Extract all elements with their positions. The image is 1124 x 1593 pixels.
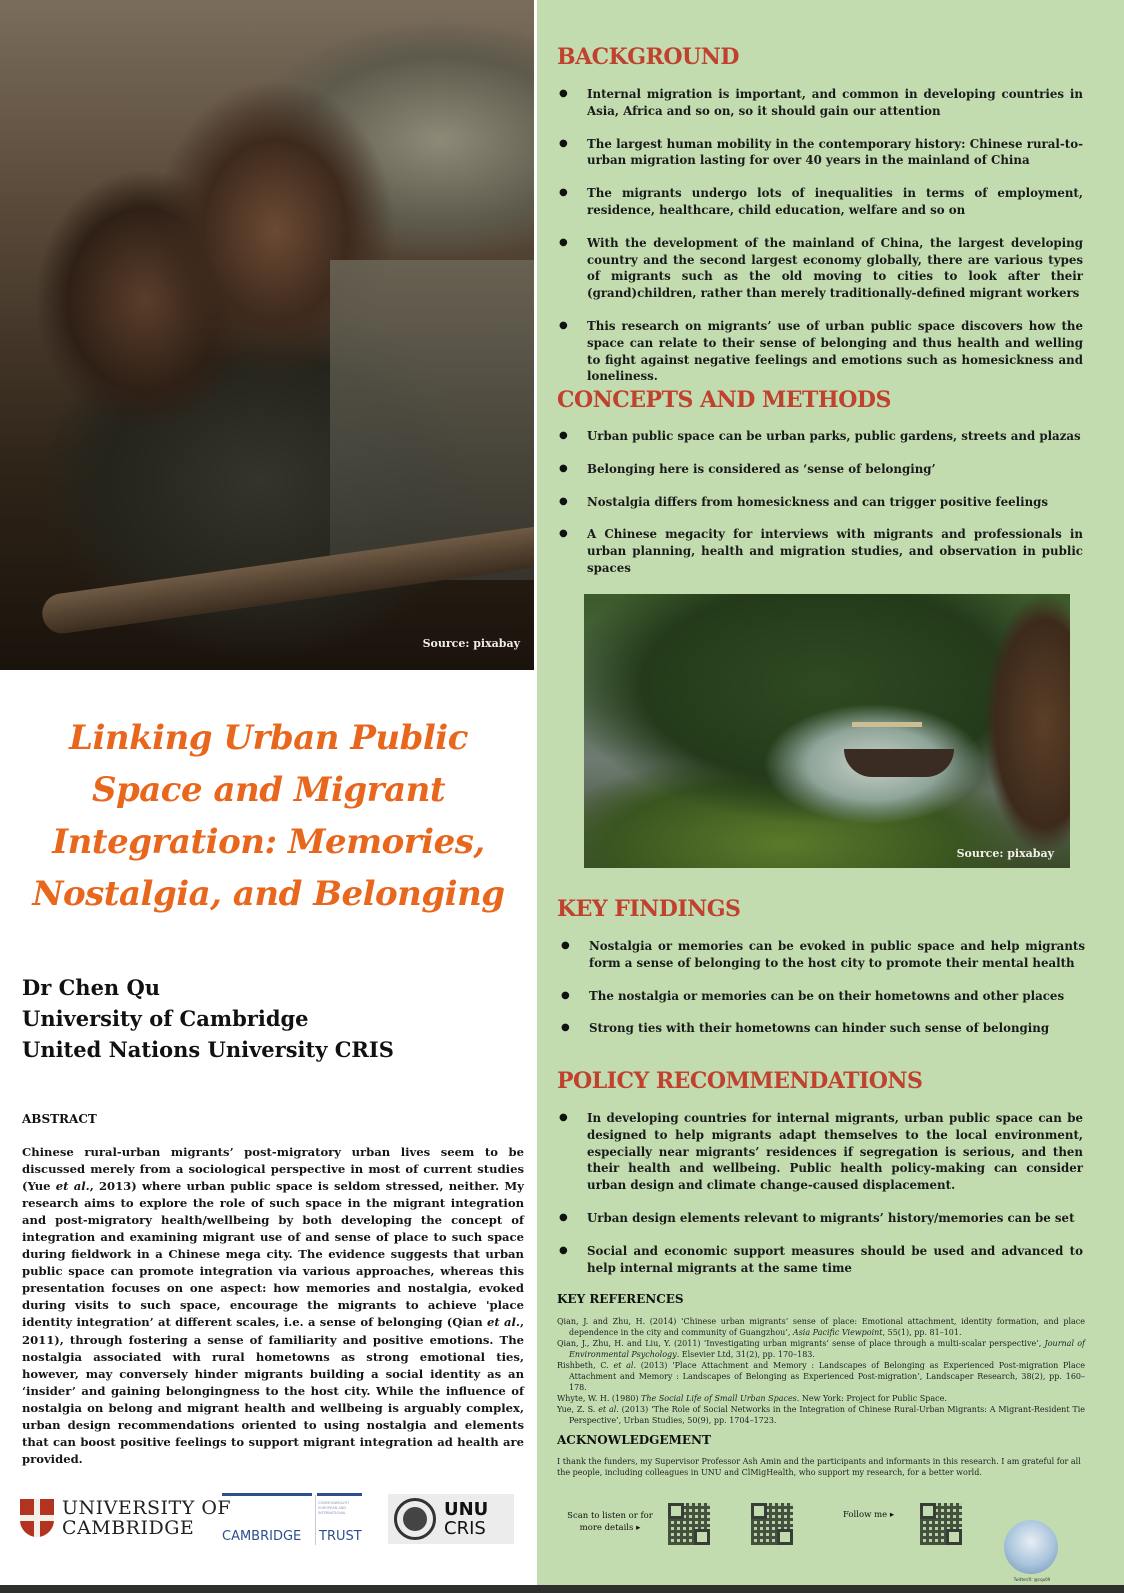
reference-item: Qian, J. and Zhu, H. (2014) ‘Chinese urban migrants’ sense of place: Emotional attachment, identity formation, and place dependence in the city and community of Guangzhou’, Asia Pacific Viewpoint, 55(1), pp. 81–101. (557, 1317, 1085, 1337)
unu-text: UNU (444, 1499, 489, 1520)
list-item: ● Nostalgia or memories can be evoked in public space and help migrants form a sense of belonging to the host city to promote their mental health (559, 938, 1085, 972)
list-item: ● In developing countries for internal migrants, urban public space can be designed to help migrants adapt themselves to the local environment, especially near migrants’ residences if segregation is serious, and then their health and wellbeing. Public health policy-making can consider urban design and climate change-caused displacement. (557, 1110, 1083, 1194)
right-panel (537, 0, 1124, 1585)
hero-image-migrants-boat (0, 0, 534, 670)
cambridge-shield-icon (20, 1499, 54, 1537)
author-affiliation: University of Cambridge (22, 1006, 309, 1031)
list-item: ● Urban design elements relevant to migrants’ history/memories can be set (557, 1210, 1083, 1227)
abstract-italic: et al. (486, 1315, 520, 1330)
cambridge-trust-logo (222, 1493, 362, 1548)
qr-code-details[interactable] (751, 1503, 793, 1545)
follow-label: Follow me ▸ (843, 1510, 895, 1520)
findings-list (559, 938, 1085, 1037)
trust-small-text: COMMONWEALTH EUROPEAN AND INTERNATIONAL (318, 1501, 349, 1515)
list-item: ● The nostalgia or memories can be on their hometowns and other places (559, 988, 1085, 1005)
background-list (557, 86, 1083, 385)
acknowledgement-heading: ACKNOWLEDGEMENT (557, 1433, 711, 1447)
scan-label: Scan to listen or for more details ▸ (567, 1511, 653, 1533)
list-item: ● Nostalgia differs from homesickness and can trigger positive feelings (557, 494, 1083, 511)
concepts-list (557, 428, 1083, 577)
abstract-italic: et al. (55, 1179, 90, 1194)
cambridge-logo-line: CAMBRIDGE (62, 1517, 195, 1539)
policy-heading: POLICY RECOMMENDATIONS (557, 1068, 923, 1094)
list-item: ● Urban public space can be urban parks, public gardens, streets and plazas (557, 428, 1083, 445)
logo-row (0, 1488, 537, 1558)
list-item: ● Internal migration is important, and common in developing countries in Asia, Africa and so on, so it should gain our attention (557, 86, 1083, 120)
reference-item: Rishbeth, C. et al. (2013) ‘Place Attachment and Memory : Landscapes of Belonging as Experienced Post-migration Place Attachment and Memory : Landscapes of Belonging as Experienced Post-migration’, Landscaper Research, 38(2), pp. 160–178. (557, 1361, 1085, 1392)
poster-title (6, 712, 531, 920)
abstract-part: , 2011), through fostering a sense of familiarity and positive emotions. The nostalgia associated with rural hometowns as strong emotional ties, however, may conversely hinder migrants building a social identity as an ‘insider’ and gaining belongingness to the host city. While the influence of nostalgia on belong and migrant health and wellbeing is arguably complex, urban design recommendations oriented to using nostalgia and elements that can boost positive feelings to support migrant integration ad health are provided. (22, 1315, 524, 1466)
title-line: Space and Migrant (91, 770, 446, 810)
park-boat (844, 749, 954, 777)
abstract-heading: ABSTRACT (22, 1112, 97, 1126)
list-item: ● The migrants undergo lots of inequalities in terms of employment, residence, healthcare, child education, welfare and so on (557, 185, 1083, 219)
unu-cris-logo (388, 1494, 514, 1544)
qr-code-listen[interactable] (668, 1503, 710, 1545)
author-avatar (1004, 1520, 1058, 1574)
trust-bar (317, 1493, 362, 1496)
acknowledgement-text: I thank the funders, my Supervisor Professor Ash Amin and the participants and informants in this research. I am grateful for all the people, including colleagues in UNU and ClMigHealth, who support my research, for a better world. (557, 1457, 1081, 1477)
trust-word-cambridge: CAMBRIDGE (222, 1529, 302, 1544)
author-block (22, 972, 394, 1065)
reference-item: Whyte, W. H. (1980) The Social Life of Small Urban Spaces. New York: Project for Public Space. (557, 1394, 947, 1403)
trust-word-trust: TRUST (319, 1529, 362, 1544)
concepts-heading: CONCEPTS AND METHODS (557, 387, 891, 413)
author-affiliation: United Nations University CRIS (22, 1037, 394, 1062)
list-item: ● A Chinese megacity for interviews with migrants and professionals in urban planning, health and migration studies, and observation in public spaces (557, 526, 1083, 576)
policy-list (557, 1110, 1083, 1276)
cambridge-logo-line: UNIVERSITY OF (62, 1497, 232, 1519)
park-image-caption: Source: pixabay (956, 847, 1054, 860)
references-heading: KEY REFERENCES (557, 1292, 684, 1306)
title-line: Integration: Memories, (52, 822, 485, 862)
reference-item: Qian, J., Zhu, H. and Liu, Y. (2011) ‘Investigating urban migrants’ sense of place through a multi-scalar perspective’, Journal of Environmental Psychology. Elsevier Ltd, 31(2), pp. 170–183. (557, 1339, 1085, 1359)
trust-bar (222, 1493, 312, 1496)
abstract-text (22, 1144, 524, 1468)
twitter-handle: Twitter/X: @cqu09 (1013, 1577, 1051, 1582)
list-item: ● The largest human mobility in the contemporary history: Chinese rural-to-urban migration lasting for over 40 years in the mainland of China (557, 136, 1083, 170)
left-column (0, 0, 537, 1585)
list-item: ● Strong ties with their hometowns can hinder such sense of belonging (559, 1020, 1085, 1037)
list-item: ● This research on migrants’ use of urban public space discovers how the space can relate to their sense of belonging and thus health and welling to fight against negative feelings and emotions such as homesickness and loneliness. (557, 318, 1083, 385)
list-item: ● Belonging here is considered as ‘sense of belonging’ (557, 461, 1083, 478)
abstract-part: Chinese rural-urban migrants’ post-migratory urban lives seem to be discussed merely from a sociological perspective in most of current studies (Yue (22, 1145, 524, 1194)
findings-heading: KEY FINDINGS (557, 896, 741, 922)
list-item: ● With the development of the mainland of China, the largest developing country and the second largest economy globally, there are various types of migrants such as the old moving to cities to look after their (grand)children, rather than merely traditionally-defined migrant workers (557, 235, 1083, 302)
background-heading: BACKGROUND (557, 44, 739, 70)
cris-text: CRIS (444, 1518, 486, 1539)
reference-item: Yue, Z. S. et al. (2013) ‘The Role of Social Networks in the Integration of Chinese Rural-Urban Migrants: A Migrant-Resident Tie Perspective’, Urban Studies, 50(9), pp. 1704–1723. (557, 1405, 1085, 1425)
title-line: Linking Urban Public (69, 718, 468, 758)
references-list (557, 1316, 1085, 1426)
abstract-part: , 2013) where urban public space is seldom stressed, neither. My research aims to explore the role of such space in the migrant integration and post-migratory health/wellbeing by both developing the concept of integration and examining migrant use of and sense of place to such space during fieldwork in a Chinese mega city. The evidence suggests that urban public space can promote integration via various approaches, whereas this presentation focuses on one aspect: how memories and nostalgia, evoked during visits to such space, encourage the migrants to achieve 'place identity integration’ at different scales, i.e. a sense of belonging (Qian (22, 1179, 524, 1330)
hero-boat (40, 524, 534, 636)
university-of-cambridge-logo (20, 1498, 231, 1538)
park-boat-image (584, 594, 1070, 868)
author-name: Dr Chen Qu (22, 975, 161, 1000)
boat-canopy (852, 722, 922, 727)
hero-image-caption: Source: pixabay (422, 637, 520, 650)
list-item: ● Social and economic support measures should be used and advanced to help internal migrants at the same time (557, 1243, 1083, 1277)
qr-code-follow[interactable] (920, 1503, 962, 1545)
bottom-border (0, 1585, 1124, 1593)
un-emblem-icon (394, 1498, 436, 1540)
trust-divider (315, 1495, 316, 1545)
title-line: Nostalgia, and Belonging (32, 874, 505, 914)
